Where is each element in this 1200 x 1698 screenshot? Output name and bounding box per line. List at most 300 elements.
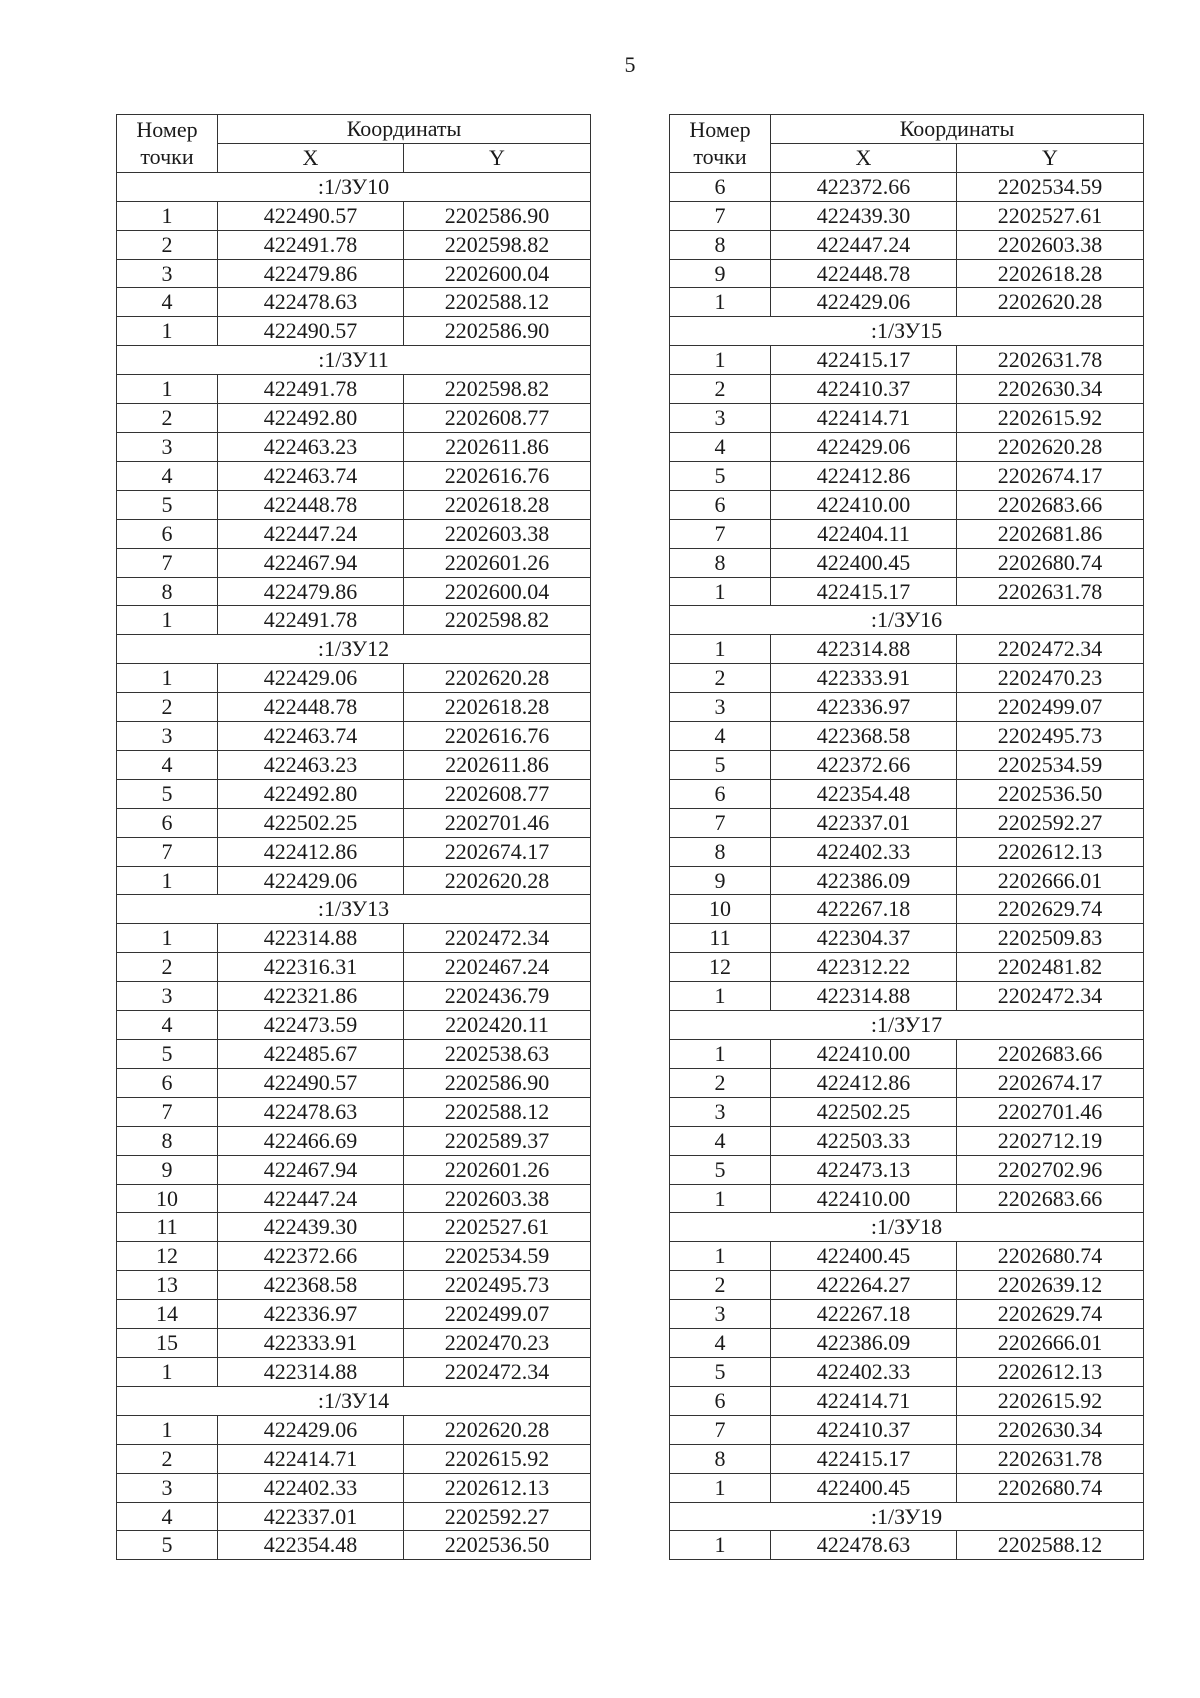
point-number-cell: 6: [117, 1068, 218, 1097]
x-coordinate-cell: 422491.78: [218, 230, 404, 259]
x-header: X: [771, 143, 957, 172]
y-coordinate-cell: 2202499.07: [404, 1300, 591, 1329]
x-coordinate-cell: 422372.66: [771, 172, 957, 201]
x-coordinate-cell: 422448.78: [218, 693, 404, 722]
table-row: [117, 1531, 591, 1560]
x-coordinate-cell: 422503.33: [771, 1126, 957, 1155]
x-coordinate-cell: 422386.09: [771, 1329, 957, 1358]
x-coordinate-cell: 422473.59: [218, 1011, 404, 1040]
point-number-cell: 8: [670, 230, 771, 259]
x-coordinate-cell: 422410.00: [771, 1040, 957, 1069]
point-number-header: Номер точки: [117, 115, 218, 173]
point-number-cell: 1: [670, 577, 771, 606]
x-header: X: [218, 143, 404, 172]
y-coordinate-cell: 2202701.46: [957, 1097, 1144, 1126]
plot-title-row: [117, 635, 591, 664]
y-coordinate-cell: 2202586.90: [404, 1068, 591, 1097]
point-number-cell: 7: [670, 808, 771, 837]
table-row: [670, 577, 1144, 606]
x-coordinate-cell: 422368.58: [218, 1271, 404, 1300]
point-number-cell: 9: [670, 259, 771, 288]
table-row: [670, 693, 1144, 722]
y-coordinate-cell: 2202420.11: [404, 1011, 591, 1040]
table-row: [670, 288, 1144, 317]
point-number-cell: 1: [670, 346, 771, 375]
x-coordinate-cell: 422368.58: [771, 722, 957, 751]
point-number-cell: 4: [117, 1502, 218, 1531]
y-coordinate-cell: 2202681.86: [957, 519, 1144, 548]
x-coordinate-cell: 422400.45: [771, 548, 957, 577]
y-coordinate-cell: 2202534.59: [957, 750, 1144, 779]
x-coordinate-cell: 422473.13: [771, 1155, 957, 1184]
table-row: [117, 1502, 591, 1531]
table-row: [670, 1155, 1144, 1184]
x-coordinate-cell: 422485.67: [218, 1040, 404, 1069]
table-row: [117, 1213, 591, 1242]
y-coordinate-cell: 2202470.23: [404, 1329, 591, 1358]
plot-title: :1/ЗУ18: [670, 1213, 1144, 1242]
point-number-cell: 2: [670, 1068, 771, 1097]
table-row: [117, 1242, 591, 1271]
x-coordinate-cell: 422402.33: [218, 1473, 404, 1502]
y-coordinate-cell: 2202603.38: [404, 1184, 591, 1213]
point-number-cell: 10: [670, 895, 771, 924]
point-number-cell: 1: [670, 1184, 771, 1213]
x-coordinate-cell: 422336.97: [218, 1300, 404, 1329]
table-row: [670, 953, 1144, 982]
plot-title: :1/ЗУ10: [117, 172, 591, 201]
table-row: [670, 1242, 1144, 1271]
table-row: [670, 1184, 1144, 1213]
y-coordinate-cell: 2202592.27: [957, 808, 1144, 837]
x-coordinate-cell: 422267.18: [771, 895, 957, 924]
x-coordinate-cell: 422491.78: [218, 375, 404, 404]
point-number-cell: 5: [670, 750, 771, 779]
x-coordinate-cell: 422412.86: [771, 1068, 957, 1097]
point-number-cell: 4: [670, 1329, 771, 1358]
point-number-cell: 5: [670, 1155, 771, 1184]
table-row: [117, 1444, 591, 1473]
y-coordinate-cell: 2202436.79: [404, 982, 591, 1011]
y-coordinate-cell: 2202629.74: [957, 895, 1144, 924]
y-coordinate-cell: 2202666.01: [957, 866, 1144, 895]
table-row: [670, 1068, 1144, 1097]
y-coordinate-cell: 2202603.38: [404, 519, 591, 548]
point-number-cell: 8: [117, 1126, 218, 1155]
point-number-cell: 6: [670, 779, 771, 808]
table-row: [117, 924, 591, 953]
y-coordinate-cell: 2202712.19: [957, 1126, 1144, 1155]
y-coordinate-cell: 2202683.66: [957, 1040, 1144, 1069]
table-row: [670, 375, 1144, 404]
y-coordinate-cell: 2202598.82: [404, 375, 591, 404]
x-coordinate-cell: 422410.37: [771, 1415, 957, 1444]
x-coordinate-cell: 422372.66: [771, 750, 957, 779]
table-row: [670, 548, 1144, 577]
y-coordinate-cell: 2202674.17: [404, 837, 591, 866]
y-coordinate-cell: 2202683.66: [957, 490, 1144, 519]
table-row: [117, 1473, 591, 1502]
plot-title-row: [670, 1502, 1144, 1531]
x-coordinate-cell: 422502.25: [218, 808, 404, 837]
y-coordinate-cell: 2202472.34: [404, 1357, 591, 1386]
x-coordinate-cell: 422467.94: [218, 548, 404, 577]
y-coordinate-cell: 2202601.26: [404, 548, 591, 577]
table-row: [670, 635, 1144, 664]
table-row: [670, 230, 1144, 259]
table-row: [117, 1011, 591, 1040]
table-row: [117, 230, 591, 259]
table-row: [670, 1444, 1144, 1473]
table-row: [670, 866, 1144, 895]
point-number-cell: 5: [117, 1040, 218, 1069]
table-row: [117, 1184, 591, 1213]
y-coordinate-cell: 2202589.37: [404, 1126, 591, 1155]
table-row: [117, 1300, 591, 1329]
point-number-cell: 7: [117, 548, 218, 577]
table-row: [670, 1473, 1144, 1502]
x-coordinate-cell: 422447.24: [218, 1184, 404, 1213]
y-coordinate-cell: 2202527.61: [957, 201, 1144, 230]
point-number-cell: 14: [117, 1300, 218, 1329]
y-coordinate-cell: 2202509.83: [957, 924, 1144, 953]
x-coordinate-cell: 422429.06: [218, 866, 404, 895]
y-coordinate-cell: 2202600.04: [404, 259, 591, 288]
table-row: [670, 346, 1144, 375]
x-coordinate-cell: 422463.23: [218, 432, 404, 461]
x-coordinate-cell: 422490.57: [218, 317, 404, 346]
point-number-cell: 1: [670, 288, 771, 317]
y-header: Y: [957, 143, 1144, 172]
point-number-cell: 2: [670, 664, 771, 693]
x-coordinate-cell: 422354.48: [771, 779, 957, 808]
table-row: [670, 750, 1144, 779]
point-number-cell: 1: [117, 924, 218, 953]
point-number-cell: 2: [670, 375, 771, 404]
point-number-cell: 8: [670, 1444, 771, 1473]
table-row: [670, 1271, 1144, 1300]
point-number-cell: 3: [670, 1300, 771, 1329]
x-coordinate-cell: 422316.31: [218, 953, 404, 982]
y-coordinate-cell: 2202472.34: [404, 924, 591, 953]
point-number-cell: 13: [117, 1271, 218, 1300]
plot-title: :1/ЗУ13: [117, 895, 591, 924]
y-coordinate-cell: 2202620.28: [404, 866, 591, 895]
x-coordinate-cell: 422492.80: [218, 779, 404, 808]
table-header: [670, 115, 1144, 173]
table-row: [670, 1329, 1144, 1358]
plot-title-row: [117, 172, 591, 201]
y-coordinate-cell: 2202527.61: [404, 1213, 591, 1242]
point-number-header: Номер точки: [670, 115, 771, 173]
y-coordinate-cell: 2202538.63: [404, 1040, 591, 1069]
point-number-cell: 8: [670, 548, 771, 577]
table-row: [117, 548, 591, 577]
point-number-cell: 4: [117, 288, 218, 317]
point-number-cell: 5: [117, 490, 218, 519]
table-row: [117, 201, 591, 230]
point-number-cell: 7: [670, 1415, 771, 1444]
plot-title: :1/ЗУ19: [670, 1502, 1144, 1531]
plot-title: :1/ЗУ12: [117, 635, 591, 664]
y-coordinate-cell: 2202620.28: [957, 432, 1144, 461]
table-row: [670, 461, 1144, 490]
y-coordinate-cell: 2202631.78: [957, 346, 1144, 375]
point-number-cell: 5: [670, 461, 771, 490]
y-coordinate-cell: 2202588.12: [404, 288, 591, 317]
table-row: [670, 1040, 1144, 1069]
table-body: [117, 172, 591, 1560]
x-coordinate-cell: 422448.78: [771, 259, 957, 288]
y-coordinate-cell: 2202701.46: [404, 808, 591, 837]
plot-title-row: [117, 1386, 591, 1415]
point-number-cell: 1: [117, 317, 218, 346]
table-row: [117, 982, 591, 1011]
x-coordinate-cell: 422414.71: [218, 1444, 404, 1473]
table-row: [117, 259, 591, 288]
table-row: [117, 432, 591, 461]
y-coordinate-cell: 2202598.82: [404, 606, 591, 635]
y-coordinate-cell: 2202631.78: [957, 577, 1144, 606]
y-coordinate-cell: 2202612.13: [957, 837, 1144, 866]
table-row: [670, 837, 1144, 866]
table-row: [117, 1357, 591, 1386]
y-coordinate-cell: 2202612.13: [404, 1473, 591, 1502]
page-number: 5: [624, 52, 636, 77]
x-coordinate-cell: 422304.37: [771, 924, 957, 953]
y-coordinate-cell: 2202620.28: [404, 664, 591, 693]
point-number-cell: 4: [670, 1126, 771, 1155]
point-number-cell: 1: [117, 1415, 218, 1444]
point-number-cell: 2: [117, 1444, 218, 1473]
y-coordinate-cell: 2202611.86: [404, 432, 591, 461]
x-coordinate-cell: 422410.37: [771, 375, 957, 404]
x-coordinate-cell: 422337.01: [218, 1502, 404, 1531]
point-number-cell: 6: [117, 808, 218, 837]
y-coordinate-cell: 2202611.86: [404, 750, 591, 779]
coordinates-header: Координаты: [218, 115, 591, 144]
y-coordinate-cell: 2202598.82: [404, 230, 591, 259]
plot-title-row: [670, 1213, 1144, 1242]
point-number-cell: 7: [117, 837, 218, 866]
x-coordinate-cell: 422404.11: [771, 519, 957, 548]
x-coordinate-cell: 422502.25: [771, 1097, 957, 1126]
coordinates-table-right: [669, 114, 1144, 1560]
x-coordinate-cell: 422439.30: [771, 201, 957, 230]
point-number-cell: 3: [117, 432, 218, 461]
x-coordinate-cell: 422447.24: [218, 519, 404, 548]
point-number-cell: 1: [670, 1040, 771, 1069]
x-coordinate-cell: 422490.57: [218, 201, 404, 230]
y-coordinate-cell: 2202639.12: [957, 1271, 1144, 1300]
x-coordinate-cell: 422412.86: [771, 461, 957, 490]
table-row: [670, 490, 1144, 519]
point-number-cell: 5: [670, 1357, 771, 1386]
x-coordinate-cell: 422414.71: [771, 404, 957, 433]
y-coordinate-cell: 2202495.73: [957, 722, 1144, 751]
table-row: [117, 606, 591, 635]
x-coordinate-cell: 422415.17: [771, 1444, 957, 1473]
table-row: [117, 693, 591, 722]
plot-title-row: [117, 346, 591, 375]
x-coordinate-cell: 422478.63: [218, 288, 404, 317]
point-number-cell: 2: [117, 953, 218, 982]
x-coordinate-cell: 422478.63: [218, 1097, 404, 1126]
y-coordinate-cell: 2202534.59: [957, 172, 1144, 201]
table-row: [670, 982, 1144, 1011]
point-number-cell: 7: [117, 1097, 218, 1126]
plot-title: :1/ЗУ17: [670, 1011, 1144, 1040]
plot-title-row: [670, 317, 1144, 346]
x-coordinate-cell: 422479.86: [218, 259, 404, 288]
y-coordinate-cell: 2202674.17: [957, 1068, 1144, 1097]
y-coordinate-cell: 2202600.04: [404, 577, 591, 606]
y-coordinate-cell: 2202588.12: [404, 1097, 591, 1126]
y-coordinate-cell: 2202620.28: [404, 1415, 591, 1444]
y-coordinate-cell: 2202536.50: [404, 1531, 591, 1560]
y-coordinate-cell: 2202536.50: [957, 779, 1144, 808]
y-coordinate-cell: 2202674.17: [957, 461, 1144, 490]
point-number-cell: 1: [670, 635, 771, 664]
point-number-cell: 3: [117, 982, 218, 1011]
y-coordinate-cell: 2202702.96: [957, 1155, 1144, 1184]
point-number-cell: 3: [670, 1097, 771, 1126]
x-coordinate-cell: 422354.48: [218, 1531, 404, 1560]
x-coordinate-cell: 422412.86: [218, 837, 404, 866]
x-coordinate-cell: 422429.06: [218, 1415, 404, 1444]
x-coordinate-cell: 422429.06: [771, 288, 957, 317]
table-row: [670, 1357, 1144, 1386]
plot-title: :1/ЗУ11: [117, 346, 591, 375]
x-coordinate-cell: 422439.30: [218, 1213, 404, 1242]
x-coordinate-cell: 422448.78: [218, 490, 404, 519]
point-number-cell: 6: [670, 1386, 771, 1415]
x-coordinate-cell: 422372.66: [218, 1242, 404, 1271]
y-coordinate-cell: 2202615.92: [957, 1386, 1144, 1415]
x-coordinate-cell: 422333.91: [771, 664, 957, 693]
y-coordinate-cell: 2202620.28: [957, 288, 1144, 317]
plot-title-row: [670, 1011, 1144, 1040]
point-number-cell: 8: [117, 577, 218, 606]
y-coordinate-cell: 2202616.76: [404, 722, 591, 751]
table-row: [117, 1415, 591, 1444]
table-row: [117, 837, 591, 866]
point-number-cell: 9: [117, 1155, 218, 1184]
y-coordinate-cell: 2202499.07: [957, 693, 1144, 722]
y-coordinate-cell: 2202472.34: [957, 635, 1144, 664]
x-coordinate-cell: 422312.22: [771, 953, 957, 982]
x-coordinate-cell: 422463.23: [218, 750, 404, 779]
table-row: [117, 461, 591, 490]
point-number-cell: 1: [117, 866, 218, 895]
table-row: [117, 1068, 591, 1097]
point-number-cell: 5: [117, 1531, 218, 1560]
point-number-cell: 4: [670, 432, 771, 461]
x-coordinate-cell: 422402.33: [771, 837, 957, 866]
y-coordinate-cell: 2202615.92: [957, 404, 1144, 433]
y-coordinate-cell: 2202630.34: [957, 1415, 1144, 1444]
plot-title-row: [670, 606, 1144, 635]
point-number-cell: 1: [670, 1242, 771, 1271]
y-coordinate-cell: 2202588.12: [957, 1531, 1144, 1560]
table-row: [670, 722, 1144, 751]
x-coordinate-cell: 422321.86: [218, 982, 404, 1011]
y-header: Y: [404, 143, 591, 172]
y-coordinate-cell: 2202631.78: [957, 1444, 1144, 1473]
table-row: [670, 259, 1144, 288]
table-row: [117, 288, 591, 317]
table-row: [117, 1126, 591, 1155]
x-coordinate-cell: 422410.00: [771, 1184, 957, 1213]
point-number-cell: 11: [670, 924, 771, 953]
point-number-cell: 1: [117, 201, 218, 230]
y-coordinate-cell: 2202601.26: [404, 1155, 591, 1184]
point-number-cell: 1: [117, 606, 218, 635]
table-row: [670, 432, 1144, 461]
point-number-cell: 12: [117, 1242, 218, 1271]
table-row: [670, 172, 1144, 201]
x-coordinate-cell: 422491.78: [218, 606, 404, 635]
table-row: [670, 924, 1144, 953]
point-number-cell: 3: [117, 722, 218, 751]
x-coordinate-cell: 422314.88: [771, 982, 957, 1011]
table-row: [670, 1126, 1144, 1155]
x-coordinate-cell: 422333.91: [218, 1329, 404, 1358]
x-coordinate-cell: 422463.74: [218, 461, 404, 490]
point-number-cell: 1: [670, 1531, 771, 1560]
table-row: [117, 490, 591, 519]
table-row: [670, 1386, 1144, 1415]
point-number-cell: 6: [670, 490, 771, 519]
x-coordinate-cell: 422415.17: [771, 346, 957, 375]
point-number-cell: 1: [670, 1473, 771, 1502]
x-coordinate-cell: 422410.00: [771, 490, 957, 519]
point-number-cell: 5: [117, 779, 218, 808]
x-coordinate-cell: 422337.01: [771, 808, 957, 837]
table-row: [117, 1271, 591, 1300]
plot-title: :1/ЗУ15: [670, 317, 1144, 346]
table-row: [670, 404, 1144, 433]
point-number-cell: 2: [117, 230, 218, 259]
plot-title-row: [117, 895, 591, 924]
y-coordinate-cell: 2202495.73: [404, 1271, 591, 1300]
x-coordinate-cell: 422264.27: [771, 1271, 957, 1300]
y-coordinate-cell: 2202666.01: [957, 1329, 1144, 1358]
y-coordinate-cell: 2202586.90: [404, 317, 591, 346]
table-row: [670, 1300, 1144, 1329]
point-number-cell: 2: [117, 693, 218, 722]
point-number-cell: 4: [117, 461, 218, 490]
x-coordinate-cell: 422492.80: [218, 404, 404, 433]
point-number-cell: 6: [670, 172, 771, 201]
table-row: [117, 519, 591, 548]
table-row: [117, 866, 591, 895]
point-number-cell: 3: [117, 1473, 218, 1502]
x-coordinate-cell: 422314.88: [218, 1357, 404, 1386]
point-number-cell: 4: [117, 1011, 218, 1040]
x-coordinate-cell: 422466.69: [218, 1126, 404, 1155]
y-coordinate-cell: 2202680.74: [957, 548, 1144, 577]
y-coordinate-cell: 2202467.24: [404, 953, 591, 982]
point-number-cell: 1: [117, 1357, 218, 1386]
table-row: [117, 664, 591, 693]
table-row: [117, 1329, 591, 1358]
point-number-cell: 1: [117, 664, 218, 693]
table-row: [117, 1097, 591, 1126]
table-row: [670, 808, 1144, 837]
x-coordinate-cell: 422478.63: [771, 1531, 957, 1560]
point-number-cell: 7: [670, 201, 771, 230]
